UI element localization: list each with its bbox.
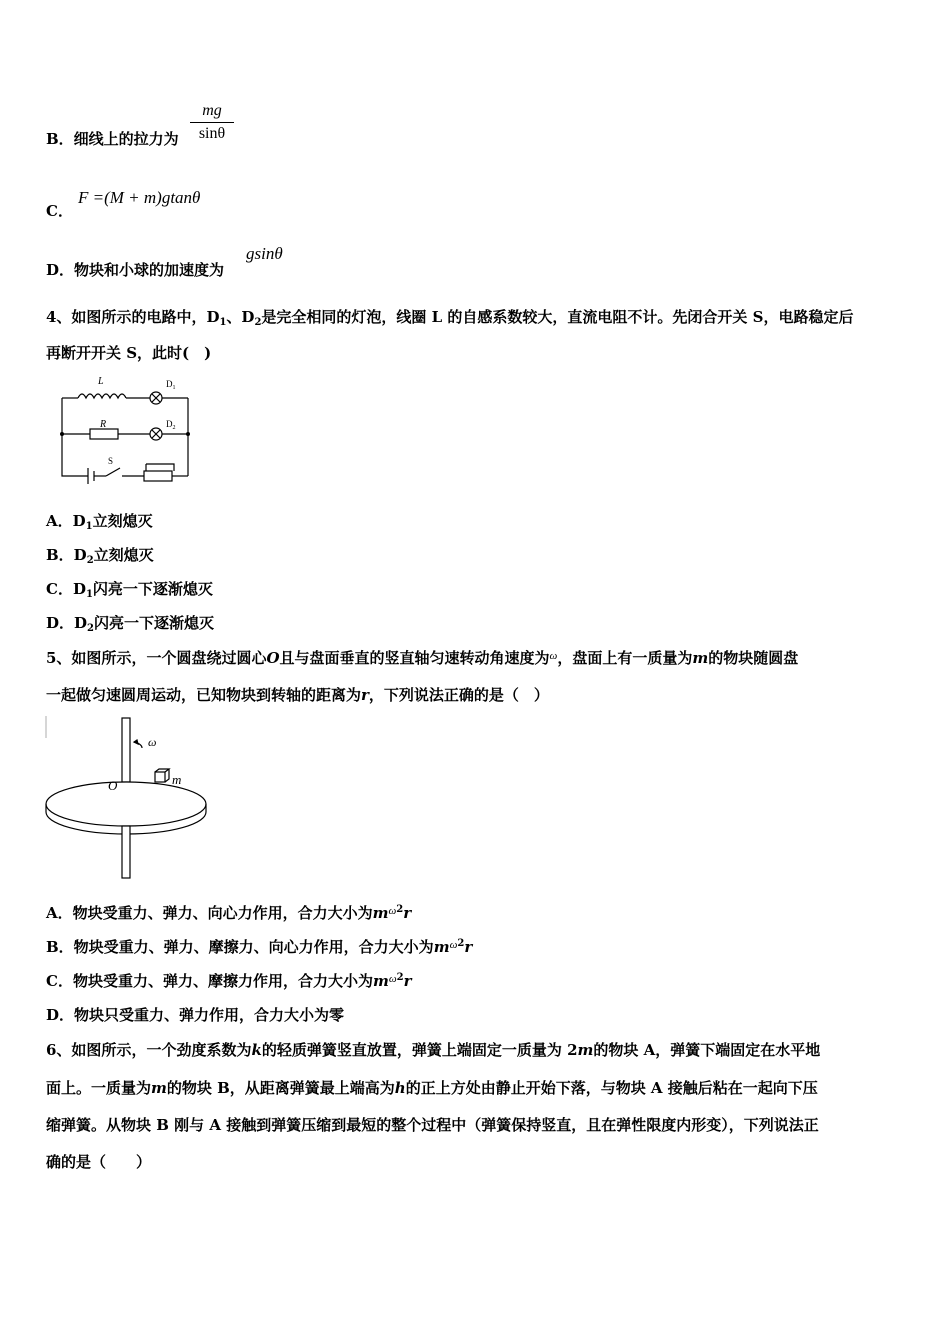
q4-option-b: B．$D_2$立刻熄灭 (46, 546, 154, 566)
label-l: L (98, 376, 104, 387)
q5-option-a: A．物块受重力、弹力、向心力作用，合力大小为$m^{\omega 2}r$ (46, 904, 412, 922)
inductor-coil (78, 394, 126, 398)
q3-option-b: B．细线上的拉力为 (46, 130, 179, 148)
q3-option-d-formula: gsinθ (246, 244, 283, 263)
switch-s (106, 468, 120, 476)
q6-stem-line4: 确的是（ ） (46, 1153, 152, 1171)
q5-stem-line1: 5、如图所示，一个圆盘绕过圆心O且与盘面垂直的竖直轴匀速转动角速度为$^\omega$，盘面上有一质量为m的物块随圆盘 (46, 649, 799, 667)
resistor-r (90, 429, 118, 439)
q5-stem-line2: 一起做匀速圆周运动，已知物块到转轴的距离为r，下列说法正确的是（ ） (46, 686, 549, 704)
q6-stem-line3: 缩弹簧。从物块 B 刚与 A 接触到弹簧压缩到最短的整个过程中（弹簧保持竖直，且在弹性限度内形变），下列说法正 (46, 1116, 819, 1134)
q4-stem-line2: 再断开开关 S，此时( ) (46, 344, 212, 362)
figure-o-label: O (108, 778, 118, 793)
label-d2: $D_2$ (166, 419, 176, 431)
fraction-numerator: mg (202, 102, 222, 119)
q3-option-d: D．物块和小球的加速度为 (46, 261, 225, 279)
block-m (155, 772, 165, 782)
q4-option-a: A．$D_1$立刻熄灭 (46, 512, 153, 532)
fraction-denominator: sinθ (198, 125, 226, 142)
q4-circuit-diagram (50, 372, 200, 484)
figure-m-label: m (172, 772, 182, 787)
label-s: S (108, 456, 114, 466)
q3-option-c-label: C． (46, 202, 73, 220)
q4-stem-line1: 4、如图所示的电路中，$D_1$、$D_2$是完全相同的灯泡，线圈 L 的自感系数较大，直流电阻不计。先闭合开关 S，电路稳定后 (46, 308, 854, 328)
q6-stem-line1: 6、如图所示，一个劲度系数为k的轻质弹簧竖直放置，弹簧上端固定一质量为 2m的物块 A，弹簧下端固定在水平地 (46, 1041, 821, 1059)
q4-option-c: C．$D_1$闪亮一下逐渐熄灭 (46, 580, 213, 600)
circuit-wire-left (62, 398, 88, 476)
q5-option-b: B．物块受重力、弹力、摩擦力、向心力作用，合力大小为$m^{\omega 2}r$ (46, 938, 473, 956)
label-r: R (100, 419, 107, 430)
rheostat (144, 471, 172, 481)
label-d1: $D_1$ (166, 379, 176, 391)
disc-top (46, 782, 206, 826)
q5-disc-figure (44, 714, 214, 880)
figure-omega-label: ω (148, 735, 157, 749)
q5-option-c: C．物块受重力、弹力、摩擦力作用，合力大小为$m^{\omega 2}r$ (46, 972, 412, 990)
q4-option-d: D．$D_2$闪亮一下逐渐熄灭 (46, 614, 215, 634)
q3-option-b-fraction (190, 102, 234, 143)
q6-stem-line2: 面上。一质量为m的物块 B，从距离弹簧最上端高为h的正上方处由静止开始下落，与物块 A 接触后粘在一起向下压 (46, 1079, 818, 1097)
q5-option-d: D．物块只受重力、弹力作用，合力大小为零 (46, 1006, 345, 1024)
fraction-bar (190, 122, 234, 123)
q3-option-c-formula: F =(M + m)gtanθ (78, 188, 201, 207)
axle-bottom (122, 826, 130, 878)
